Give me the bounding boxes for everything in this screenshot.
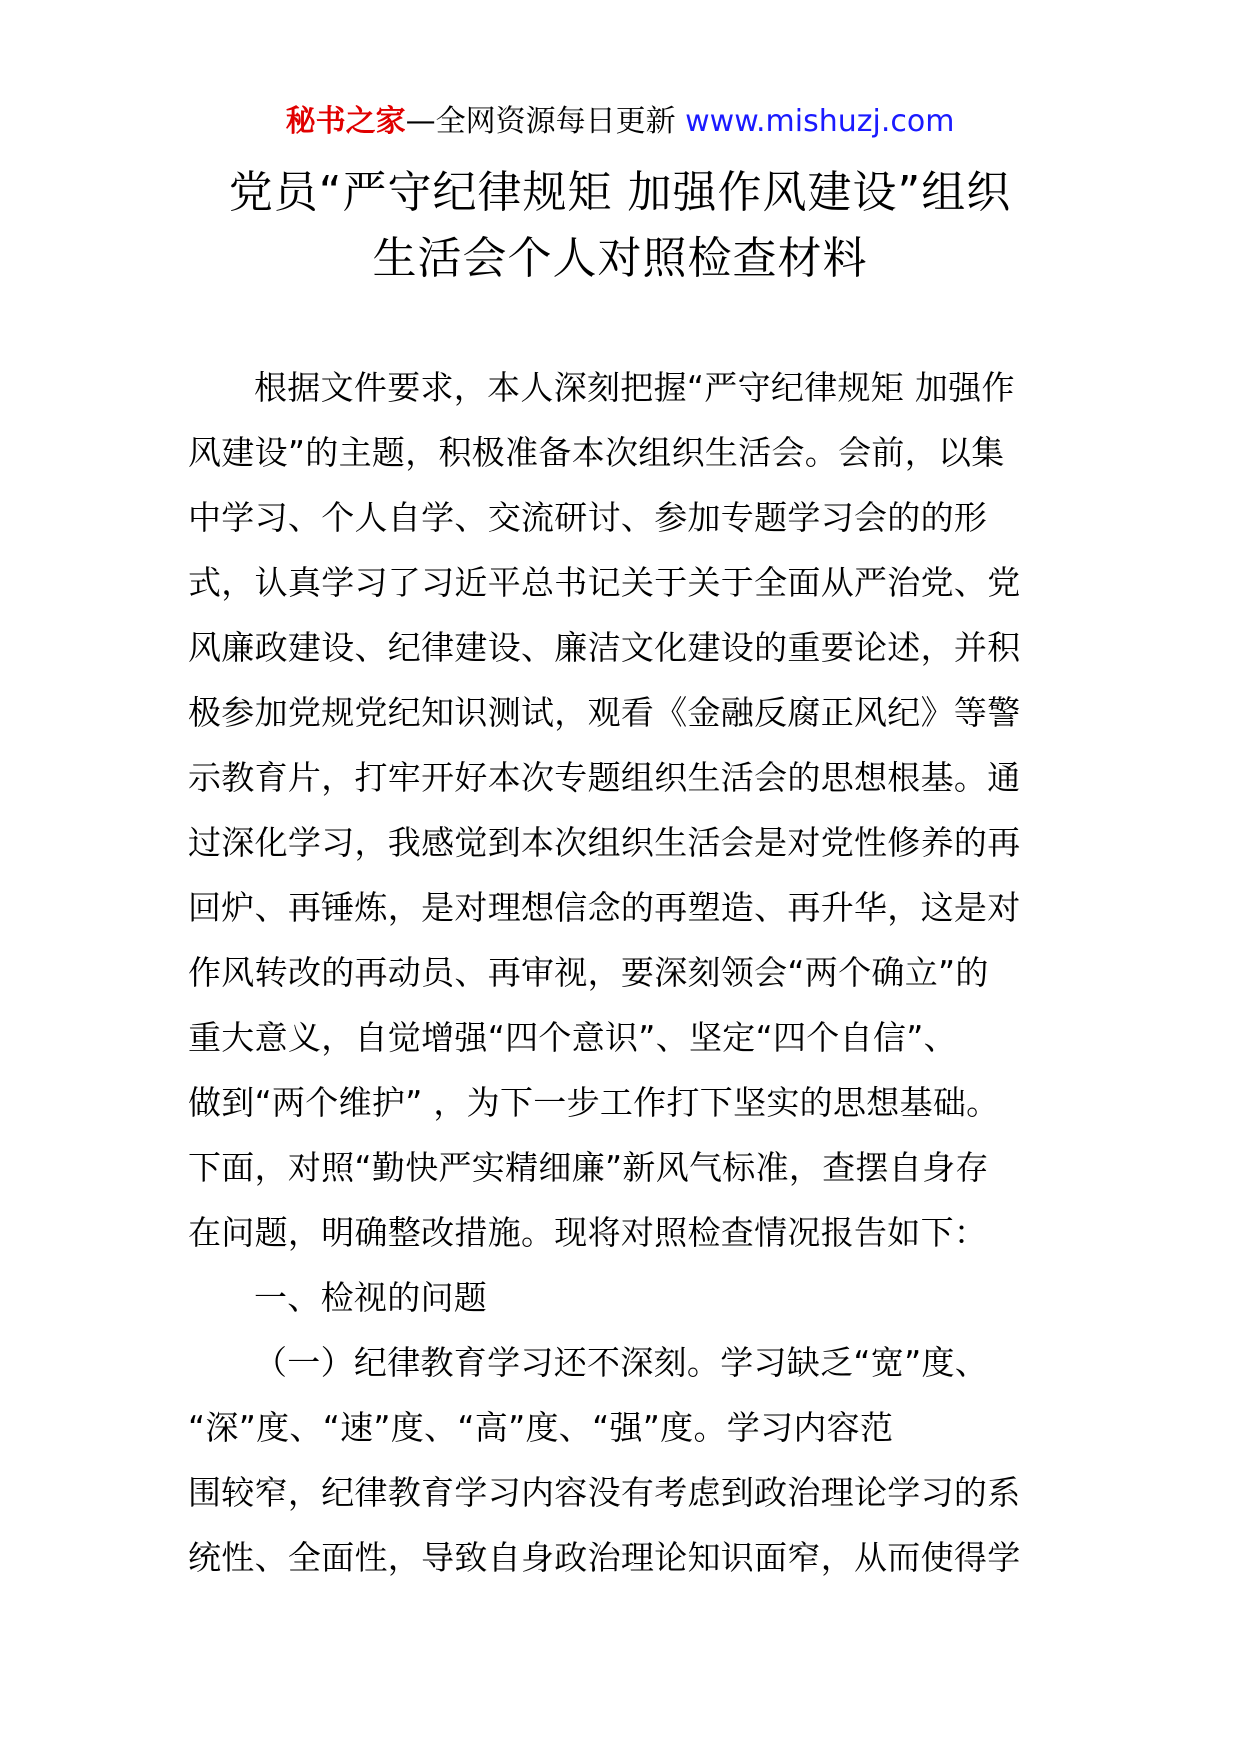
body-line: 重大意义，自觉增强“四个意识”、坚定“四个自信”、 [188,1018,957,1057]
body-line: 根据文件要求，本人深刻把握“严守纪律规矩 加强作 [254,368,1015,407]
body-line: 下面，对照“勤快严实精细廉”新风气标准，查摆自身存 [188,1148,989,1187]
body-line: 风建设”的主题，积极准备本次组织生活会。会前，以集 [188,433,1005,472]
body-line: 中学习、个人自学、交流研讨、参加专题学习会的的形 [188,498,988,537]
title-line-1: 党员“严守纪律规矩 加强作风建设”组织 [228,167,1012,218]
body-line: 在问题，明确整改措施。现将对照检查情况报告如下： [188,1213,988,1252]
section-heading: 一、检视的问题 [254,1278,488,1317]
body-line: 过深化学习，我感觉到本次组织生活会是对党性修养的再 [188,823,1021,862]
subsection-line: “深”度、“速”度、“高”度、“强”度。学习内容范 [188,1408,894,1447]
document-title [150,160,1090,292]
body-line: 式，认真学习了习近平总书记关于关于全面从严治党、党 [188,563,1021,602]
document-body [188,355,1056,1590]
body-line: 示教育片，打牢开好本次专题组织生活会的思想根基。通 [188,758,1021,797]
site-url[interactable]: www.mishuzj.com [685,104,955,139]
body-line: 作风转改的再动员、再审视，要深刻领会“两个确立”的 [188,953,989,992]
subsection-line: 围较窄，纪律教育学习内容没有考虑到政治理论学习的系 [188,1473,1021,1512]
body-line: 回炉、再锤炼，是对理想信念的再塑造、再升华，这是对 [188,888,1021,927]
subsection-line: 统性、全面性，导致自身政治理论知识面窄，从而使得学 [188,1538,1021,1577]
title-line-2: 生活会个人对照检查材料 [372,233,868,284]
body-line: 极参加党规党纪知识测试，观看《金融反腐正风纪》等警 [188,693,1021,732]
brand-name: 秘书之家 [285,104,406,139]
subsection-line: （一）纪律教育学习还不深刻。学习缺乏“宽”度、 [254,1343,989,1382]
header-slogan: —全网资源每日更新 [405,104,686,139]
body-line: 风廉政建设、纪律建设、廉洁文化建设的重要论述，并积 [188,628,1021,667]
body-line: 做到“两个维护” ，为下一步工作打下坚实的思想基础。 [188,1083,1000,1122]
site-header [0,102,1240,142]
